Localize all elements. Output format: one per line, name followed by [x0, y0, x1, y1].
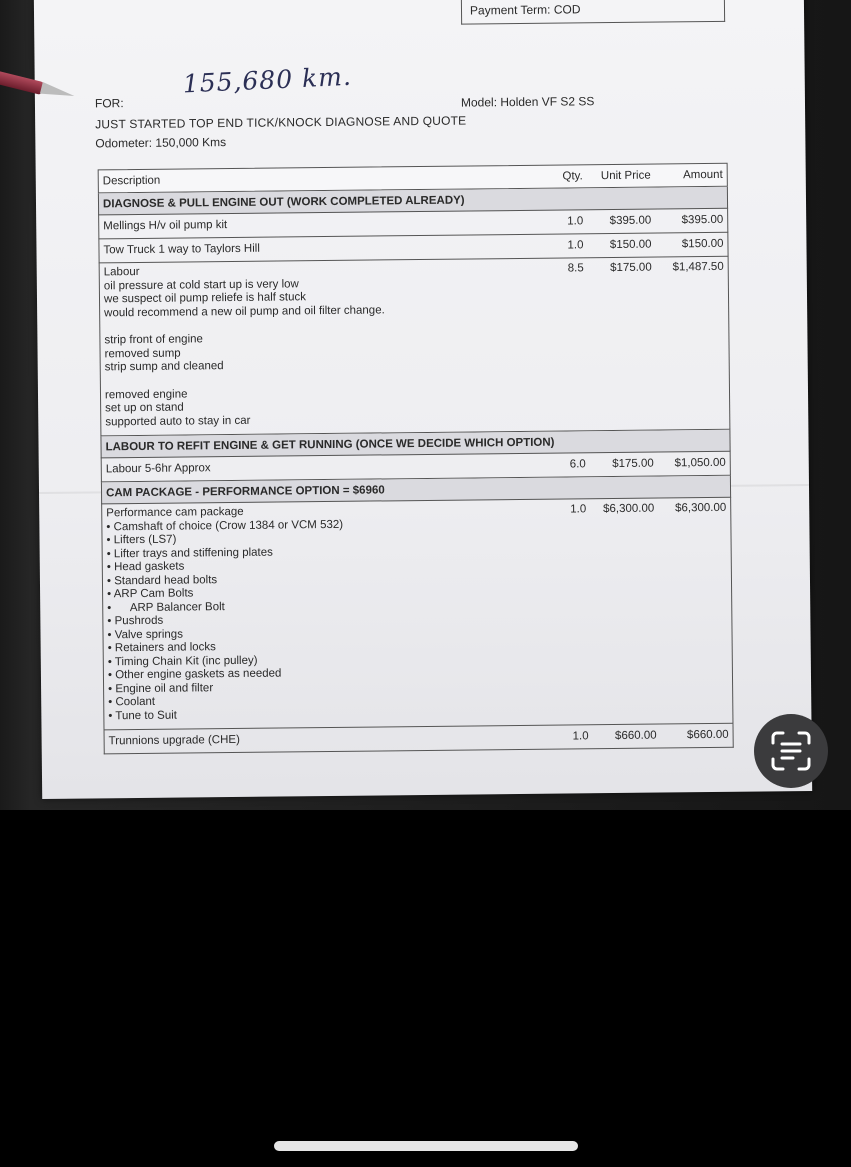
note-line: oil pressure at cold start up is very low	[103, 277, 299, 292]
row-qty: 1.0	[567, 215, 584, 228]
payment-term: Payment Term: COD	[469, 2, 581, 18]
invoice-paper	[34, 0, 812, 799]
package-line: • Engine oil and filter	[108, 681, 214, 695]
row-amount: $395.00	[681, 213, 724, 227]
row-unit-price: $660.00	[614, 729, 657, 743]
handwritten-odometer: 155,680 km.	[182, 61, 353, 99]
package-line: • ARP Cam Bolts	[107, 587, 194, 601]
vehicle-model: Model: Holden VF S2 SS	[460, 94, 595, 110]
package-line: • Lifters (LS7)	[106, 533, 177, 547]
row-qty: 1.0	[570, 503, 587, 516]
header-unit-price: Unit Price	[600, 169, 651, 183]
pen-tip	[40, 82, 76, 102]
package-line: Performance cam package	[106, 505, 244, 520]
row-amount: $1,487.50	[672, 260, 724, 274]
note-line: Labour	[103, 265, 140, 279]
row-description: Tow Truck 1 way to Taylors Hill	[103, 242, 260, 257]
for-label: FOR:	[94, 96, 124, 111]
row-amount: $150.00	[681, 237, 724, 251]
row-description: Mellings H/v oil pump kit	[103, 219, 228, 233]
table-row-labour	[99, 257, 731, 437]
table-row-cam-package	[101, 498, 733, 731]
note-line: supported auto to stay in car	[105, 414, 251, 428]
header-qty: Qty.	[562, 170, 583, 183]
row-unit-price: $175.00	[610, 261, 652, 275]
package-line: • ARP Balancer Bolt	[107, 600, 225, 614]
note-line: would recommend a new oil pump and oil filter change.	[104, 303, 385, 319]
header-amount: Amount	[683, 168, 723, 182]
job-description: JUST STARTED TOP END TICK/KNOCK DIAGNOSE AND QUOTE	[95, 113, 467, 132]
package-line: • Head gaskets	[106, 560, 185, 574]
row-qty: 1.0	[572, 730, 589, 743]
row-unit-price: $395.00	[609, 214, 652, 228]
package-line: • Other engine gaskets as needed	[107, 667, 282, 682]
note-line: set up on stand	[105, 401, 184, 415]
package-line: • Standard head bolts	[106, 573, 218, 587]
section-title: LABOUR TO REFIT ENGINE & GET RUNNING (ONCE WE DECIDE WHICH OPTION)	[105, 436, 555, 454]
header-description: Description	[102, 174, 161, 188]
note-line: we suspect oil pump reliefe is half stuck	[103, 291, 307, 306]
payment-term-box	[461, 0, 725, 25]
text-scan-icon	[769, 729, 813, 773]
note-line: strip front of engine	[104, 333, 203, 347]
package-line: • Timing Chain Kit (inc pulley)	[107, 654, 258, 668]
row-description: Labour 5-6hr Approx	[105, 462, 211, 476]
row-qty: 1.0	[567, 239, 584, 252]
package-line: • Coolant	[108, 695, 156, 709]
row-amount: $6,300.00	[674, 501, 727, 515]
row-description: Trunnions upgrade (CHE)	[108, 733, 240, 748]
section-title: CAM PACKAGE - PERFORMANCE OPTION = $6960	[105, 484, 385, 500]
row-qty: 6.0	[569, 458, 586, 471]
labour-notes	[104, 260, 726, 429]
odometer: Odometer: 150,000 Kms	[95, 135, 227, 151]
package-line: • Retainers and locks	[107, 641, 216, 655]
row-amount: $1,050.00	[674, 456, 726, 470]
row-qty: 8.5	[567, 262, 584, 275]
row-unit-price: $175.00	[612, 457, 654, 471]
text-scan-button[interactable]	[754, 714, 828, 788]
row-unit-price: $6,300.00	[602, 502, 655, 516]
note-line: removed sump	[104, 347, 181, 360]
home-indicator[interactable]	[274, 1141, 578, 1151]
note-line: strip sump and cleaned	[104, 360, 224, 374]
package-line: • Valve springs	[107, 628, 183, 641]
note-line: removed engine	[104, 387, 188, 401]
package-line: • Tune to Suit	[108, 709, 178, 722]
row-unit-price: $150.00	[609, 238, 652, 252]
section-title: DIAGNOSE & PULL ENGINE OUT (WORK COMPLETED ALREADY)	[102, 194, 465, 211]
row-amount: $660.00	[686, 728, 729, 742]
cam-package-items	[106, 501, 728, 723]
quote-table	[98, 163, 734, 755]
package-line: • Pushrods	[107, 614, 164, 628]
package-line: • Lifter trays and stiffening plates	[106, 546, 273, 560]
package-line: • Camshaft of choice (Crow 1384 or VCM 532)	[106, 518, 344, 533]
